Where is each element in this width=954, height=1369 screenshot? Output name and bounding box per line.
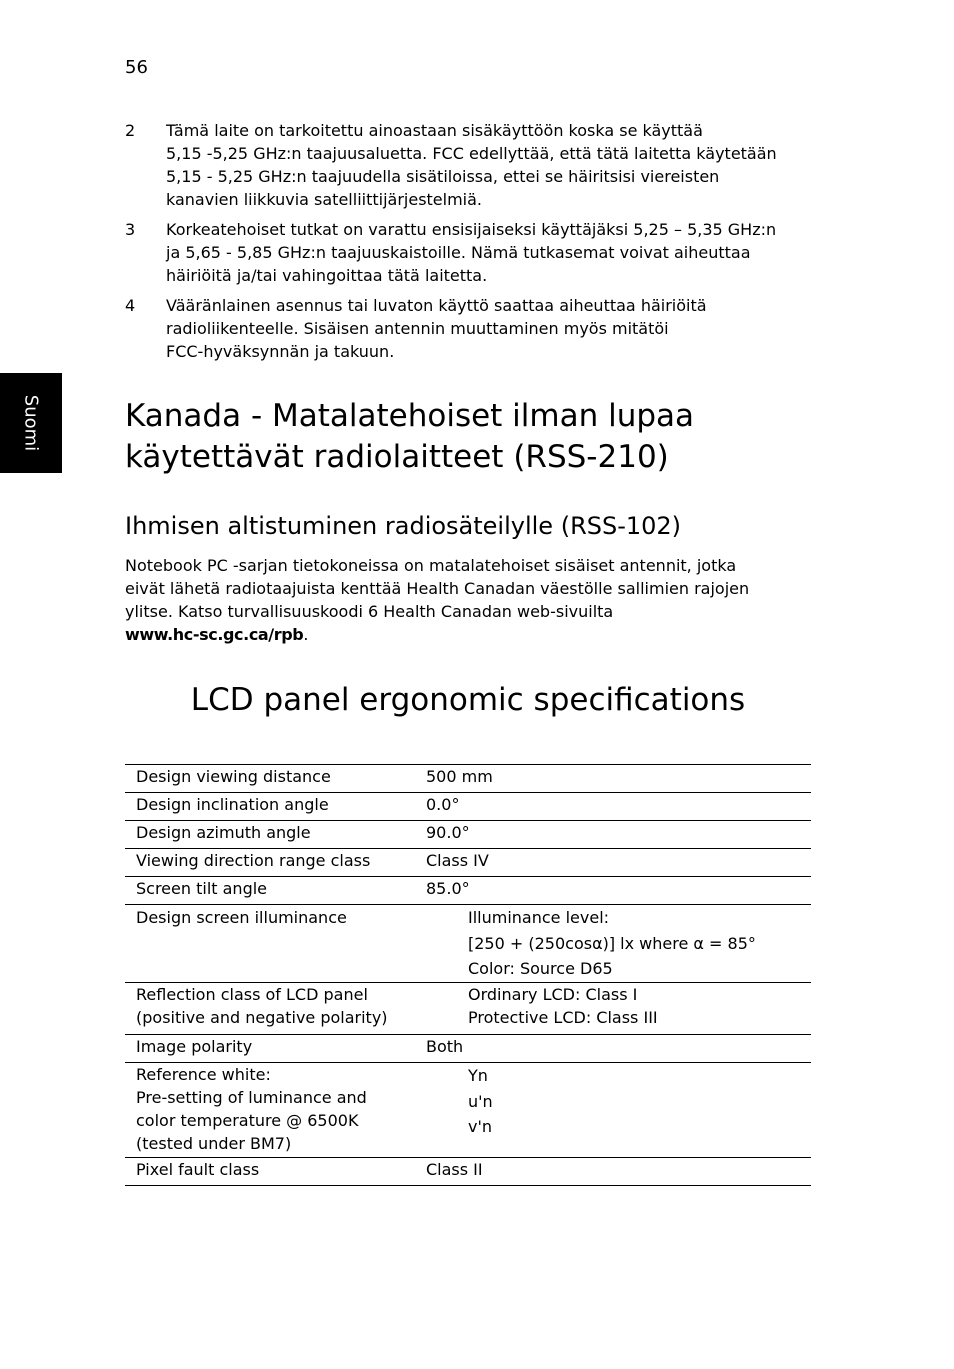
canada-section-title — [125, 396, 694, 478]
spec-label: Design screen illuminance — [136, 908, 347, 927]
spec-label: Design viewing distance — [136, 767, 331, 786]
text-line: 5,15 - 5,25 GHz:n taajuudella sisätiloissa, ettei se häiritsisi viereisten — [166, 167, 720, 186]
spec-label-cell — [125, 821, 426, 849]
spec-row — [125, 1158, 811, 1186]
footnote — [125, 294, 815, 363]
spec-value-cell — [426, 905, 811, 983]
canada-section-subtitle: Ihmisen altistuminen radiosäteilylle (RSS-102) — [125, 512, 682, 540]
spec-row — [125, 821, 811, 849]
text-line: eivät lähetä radiotaajuista kenttää Health Canadan väestölle sallimien rajojen — [125, 579, 750, 598]
spec-value-cell — [426, 1035, 811, 1063]
spec-label-cell — [125, 983, 426, 1035]
spec-value: v'n — [468, 1117, 493, 1136]
spec-value: Yn — [468, 1066, 488, 1085]
link-suffix: . — [303, 625, 309, 644]
spec-label-cell — [125, 1158, 426, 1186]
spec-row — [125, 905, 811, 983]
spec-label: Design azimuth angle — [136, 823, 311, 842]
health-canada-link[interactable]: www.hc-sc.gc.ca/rpb — [125, 625, 304, 644]
footnote-number: 4 — [125, 296, 136, 315]
footnote-number: 2 — [125, 121, 136, 140]
text-line: Korkeatehoiset tutkat on varattu ensisijaiseksi käyttäjäksi 5,25 – 5,35 GHz:n — [166, 220, 777, 239]
spec-value-cell — [426, 1158, 811, 1186]
language-side-tab — [0, 373, 62, 473]
spec-value-cell — [426, 821, 811, 849]
spec-label: (tested under BM7) — [136, 1134, 292, 1153]
title-line: Kanada - Matalatehoiset ilman lupaa — [125, 398, 695, 434]
spec-value: 85.0° — [426, 879, 470, 898]
text-line: häiriöitä ja/tai vahingoittaa tätä laitetta. — [166, 266, 488, 285]
text-line — [125, 623, 815, 646]
spec-value: Both — [426, 1037, 464, 1056]
text-line: Notebook PC -sarjan tietokoneissa on matalatehoiset sisäiset antennit, jotka — [125, 556, 737, 575]
text-line: 5,15 -5,25 GHz:n taajuusaluetta. FCC edellyttää, että tätä laitetta käytetään — [166, 144, 777, 163]
spec-label: Screen tilt angle — [136, 879, 268, 898]
footnote — [125, 218, 815, 287]
footnote-text — [166, 294, 815, 363]
spec-label: Reflection class of LCD panel — [136, 985, 368, 1004]
spec-label-cell — [125, 1063, 426, 1158]
spec-label: (positive and negative polarity) — [136, 1008, 388, 1027]
spec-label-cell — [125, 877, 426, 905]
spec-label: color temperature @ 6500K — [136, 1111, 359, 1130]
footnote-text — [166, 218, 815, 287]
spec-value: Color: Source D65 — [468, 959, 613, 978]
text-line: Vääränlainen asennus tai luvaton käyttö saattaa aiheuttaa häiriöitä — [166, 296, 707, 315]
spec-row — [125, 765, 811, 793]
spec-value: Protective LCD: Class III — [468, 1008, 658, 1027]
footnotes-list — [125, 119, 815, 370]
lcd-section-title: LCD panel ergonomic specifications — [190, 682, 746, 718]
spec-label-cell — [125, 1035, 426, 1063]
spec-label-cell — [125, 905, 426, 983]
spec-value: Class II — [426, 1160, 483, 1179]
footnote-number: 3 — [125, 220, 136, 239]
text-line: FCC-hyväksynnän ja takuun. — [166, 342, 395, 361]
spec-value: [250 + (250cosα)] lx where α = 85° — [468, 933, 756, 953]
spec-value: 0.0° — [426, 795, 460, 814]
lcd-spec-table — [125, 764, 811, 1186]
spec-value: Ordinary LCD: Class I — [468, 985, 638, 1004]
text-line: ylitse. Katso turvallisuuskoodi 6 Health Canadan web-sivuilta — [125, 602, 614, 621]
page-number: 56 — [125, 57, 148, 78]
spec-label: Pre-setting of luminance and — [136, 1088, 367, 1107]
spec-row — [125, 1063, 811, 1158]
text-line: kanavien liikkuvia satelliittijärjestelmiä. — [166, 190, 483, 209]
spec-value: 500 mm — [426, 767, 493, 786]
spec-value-cell — [426, 877, 811, 905]
spec-row — [125, 983, 811, 1035]
spec-row — [125, 1035, 811, 1063]
footnote — [125, 119, 815, 211]
spec-row — [125, 793, 811, 821]
spec-value: u'n — [468, 1091, 493, 1111]
spec-row — [125, 849, 811, 877]
spec-label: Design inclination angle — [136, 795, 329, 814]
spec-label: Reference white: — [136, 1065, 271, 1084]
spec-label-cell — [125, 849, 426, 877]
spec-label: Image polarity — [136, 1037, 253, 1056]
spec-value-cell — [426, 793, 811, 821]
footnote-text — [166, 119, 815, 211]
side-tab-label: Suomi — [20, 394, 42, 452]
spec-value-cell — [426, 849, 811, 877]
spec-label-cell — [125, 793, 426, 821]
canada-section-paragraph — [125, 554, 815, 646]
text-line: Tämä laite on tarkoitettu ainoastaan sisäkäyttöön koska se käyttää — [166, 121, 703, 140]
spec-label: Pixel fault class — [136, 1160, 260, 1179]
spec-row — [125, 877, 811, 905]
text-line: radioliikenteelle. Sisäisen antennin muuttaminen myös mitätöi — [166, 319, 669, 338]
text-line: ja 5,65 - 5,85 GHz:n taajuuskaistoille. Nämä tutkasemat voivat aiheuttaa — [166, 243, 751, 262]
spec-label: Viewing direction range class — [136, 851, 371, 870]
spec-value: Illuminance level: — [468, 908, 610, 927]
title-line: käytettävät radiolaitteet (RSS-210) — [125, 439, 669, 475]
spec-value-cell — [426, 983, 811, 1035]
spec-label-cell — [125, 765, 426, 793]
spec-value: Class IV — [426, 851, 489, 870]
spec-value-cell — [426, 1063, 811, 1158]
spec-value: 90.0° — [426, 823, 470, 842]
spec-value-cell — [426, 765, 811, 793]
